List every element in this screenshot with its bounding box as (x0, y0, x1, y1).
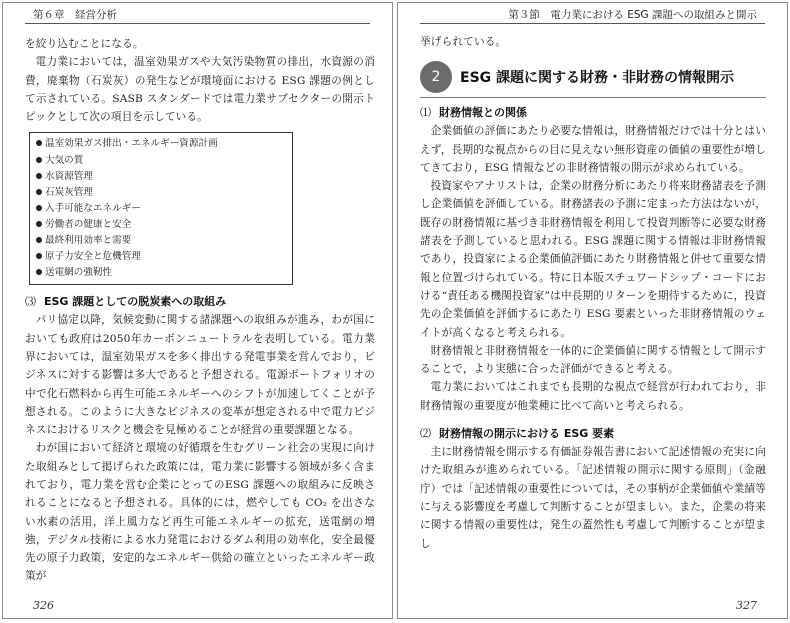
bullet-icon (36, 189, 42, 195)
bullet-icon (36, 140, 42, 146)
header-rule (420, 23, 765, 24)
disclosure-topics-box (29, 132, 293, 285)
subsection-number: ⑵ (420, 427, 431, 441)
list-item (36, 153, 286, 169)
bullet-icon (36, 269, 42, 275)
paragraph: 企業価値の評価にあたり必要な情報は，財務情報だけでは十分とはいえず，長期的な視点からの目に見えない無形資産の価値の重要性が増してきており，ESG 情報などの非財務情報の開示が求められている。 (420, 125, 766, 174)
topic-label: 入手可能なエネルギー (45, 202, 141, 214)
topic-label: 最終利用効率と需要 (45, 235, 132, 247)
paragraph: を絞り込むことになる。 (25, 38, 144, 50)
bullet-icon (36, 205, 42, 211)
topic-label: 送電網の強靭性 (45, 267, 113, 279)
subsection-number: ⑴ (420, 106, 431, 120)
topic-label: 温室効果ガス排出・エネルギー資源計画 (45, 138, 218, 150)
topic-label: 大気の質 (45, 154, 84, 166)
bullet-icon (36, 173, 42, 179)
list-item (36, 233, 286, 249)
bullet-icon (36, 253, 42, 259)
section-number-badge: 2 (420, 61, 452, 93)
running-head: 第６章 経営分析 (33, 9, 117, 21)
list-item (36, 136, 286, 152)
subsection-title: ESG 課題としての脱炭素への取組み (44, 295, 227, 309)
right-page (397, 2, 788, 619)
list-item (36, 217, 286, 233)
list-item (36, 185, 286, 201)
page-number: 326 (33, 599, 54, 612)
paragraph: 挙げられている。 (420, 36, 507, 48)
topic-label: 水資源管理 (45, 170, 93, 182)
topic-label: 石炭灰管理 (45, 186, 93, 198)
header-rule (25, 23, 370, 24)
list-item (36, 201, 286, 217)
list-item (36, 249, 286, 265)
subsection-title: 財務情報との関係 (439, 106, 527, 120)
subsection-title: 財務情報の開示における ESG 要素 (439, 427, 615, 441)
subsection-heading (420, 425, 766, 443)
left-page (2, 2, 393, 619)
paragraph: 電力業においては，温室効果ガスや大気汚染物質の排出，水資源の消費，廃棄物（石炭灰）の発生などが環境面における ESG 課題の例として示されている。SASB スタンダードでは電力業サブセクターの開示トピックとして次の項目を示している。 (25, 56, 375, 124)
running-head: 第３節 電力業における ESG 課題への取組みと開示 (508, 9, 757, 21)
topic-label: 労働者の健康と安全 (45, 218, 132, 230)
bullet-icon (36, 221, 42, 227)
paragraph: 電力業においてはこれまでも長期的な視点で経営が行われており，非財務情報の重要度が他業種に比べて高いと考えられる。 (420, 381, 766, 412)
topic-label: 原子力安全と危機管理 (45, 251, 141, 263)
section-title: ESG 課題に関する財務・非財務の情報開示 (460, 70, 735, 87)
subsection-number: ⑶ (25, 295, 36, 309)
bullet-icon (36, 157, 42, 163)
paragraph: パリ協定以降，気候変動に関する諸課題への取組みが進み，わが国においても政府は2050年カーボンニュートラルを表明している。電力業界においては，温室効果ガスを多く排出する発電事業を営んでおり，ビジネスに対する影響は多大であると予想される。電源ポートフォリオの中で化石燃料から再生可能エネルギーへのシフトが加速してくことが予想される。このように大きなビジネスの変革が想定される中で電力ビジネスにおけるリスクと機会を見極めることが経営の重要課題となる。 (25, 314, 375, 437)
paragraph: わが国において経済と環境の好循環を生むグリーン社会の実現に向けた取組みとして掲げられた政策には，電力業に影響する領域が多く含まれており，電力業を営む企業にとってのESG 課題への取組みに反映されることになると予想される。具体的には，燃やしても CO₂ を出さない水素の活用，洋上風力など再生可能エネルギーの拡充，送電網の増強，デジタル技術による水力発電におけるダム利用の効率化，安全最優先の原子力政策，安定的なエネルギー供給の確立といったエネルギー政策が (25, 442, 375, 583)
paragraph: 投資家やアナリストは，企業の財務分析にあたり将来財務諸表を予測し企業価値を評価している。財務諸表の予測に定まった方法はないが，既存の財務情報に基づき非財務情報を利用して投資判断等に必要な財務諸表を予測していると思われる。ESG 課題に関する情報は非財務情報であり，投資家による企業価値評価にあたり財務情報と併せて重要な情報と位置づけられている。特に日本版スチュワードシップ・コードにおける“責任ある機関投資家”は中長期的リターンを期待するために，投資先の企業価値を評価するにあたり ESG 要素といった非財務情報のウェイトが高くなると考えられる。 (420, 180, 766, 339)
section-heading (420, 61, 766, 98)
page-number: 327 (736, 599, 757, 612)
subsection-heading (420, 104, 766, 122)
right-page-body (420, 33, 766, 553)
paragraph: 主に財務情報を開示する有価証券報告書において記述情報の充実に向けた取組みが進められている。「記述情報の開示に関する原則」（金融庁）では「記述情報の重要性については，その事柄が企業価値や業績等に与える影響度を考慮して判断することが望ましい。また，企業の将来に関する情報の重要性は，発生の蓋然性も考慮して判断することが望まし (420, 446, 766, 550)
list-item (36, 265, 286, 281)
bullet-icon (36, 237, 42, 243)
left-page-body (25, 35, 375, 586)
paragraph: 財務情報と非財務情報を一体的に企業価値に関する情報として開示することで，より実態に合った評価ができると考える。 (420, 344, 766, 376)
subsection-heading (25, 293, 375, 311)
list-item (36, 169, 286, 185)
